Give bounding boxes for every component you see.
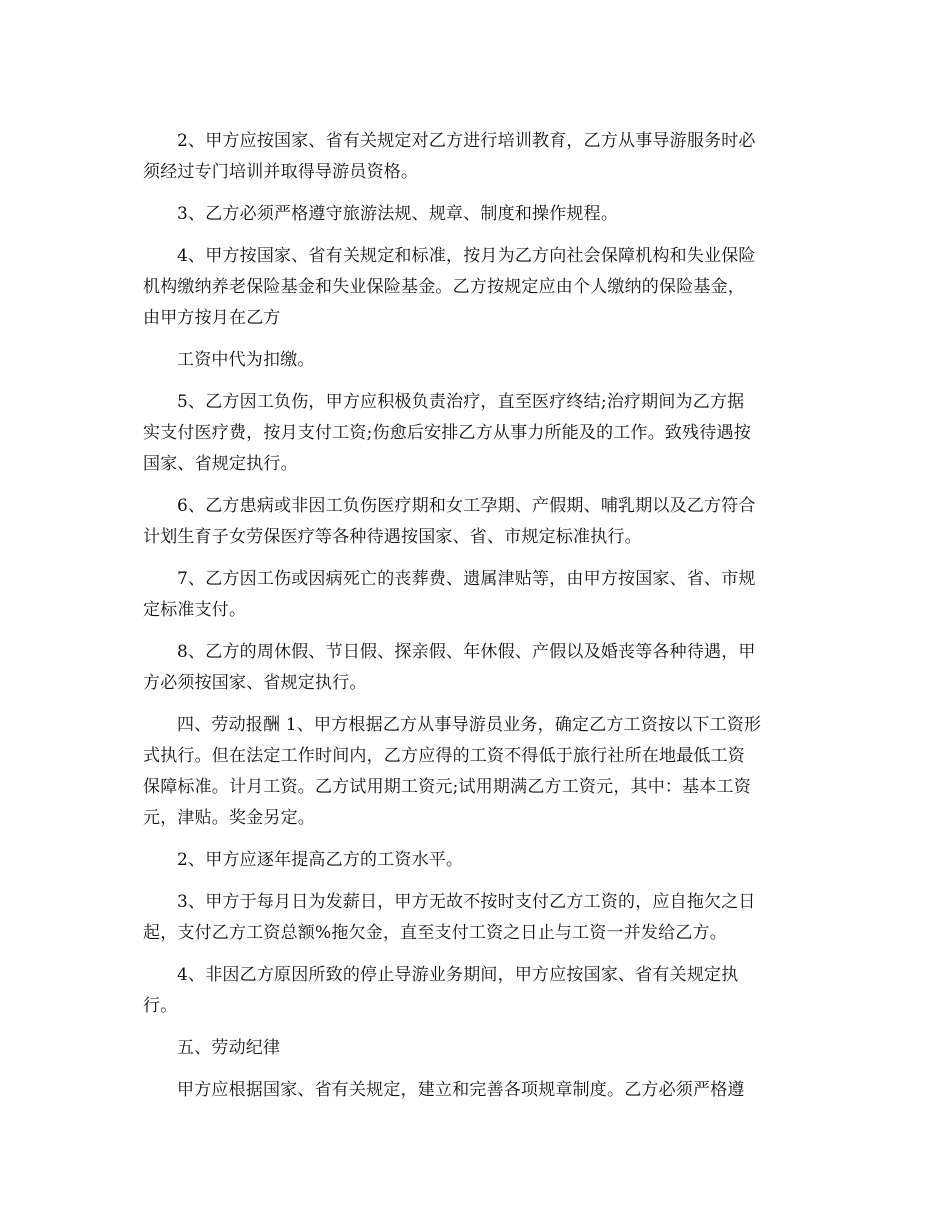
text-line: 元，津贴。奖金另定。 [143, 808, 315, 828]
paragraph [143, 1075, 813, 1106]
paragraph [143, 637, 813, 699]
text-line: 定标准支付。 [143, 600, 247, 620]
text-line: 6、乙方患病或非因工负伤医疗期和女工孕期、产假期、哺乳期以及乙方符合 [177, 496, 756, 516]
text-line: 五、劳动纪律 [177, 1038, 281, 1058]
text-line: 甲方应根据国家、省有关规定，建立和完善各项规章制度。乙方必须严格遵 [177, 1080, 745, 1100]
paragraph [143, 491, 813, 553]
text-line: 起，支付乙方工资总额%拖欠金，直至支付工资之日止与工资一并发给乙方。 [143, 923, 727, 943]
text-line: 式执行。但在法定工作时间内，乙方应得的工资不得低于旅行社所在地最低工资 [143, 746, 745, 766]
text-line: 行。 [143, 996, 178, 1016]
paragraph [143, 199, 813, 230]
paragraph [143, 710, 813, 834]
text-line: 实支付医疗费，按月支付工资;伤愈后安排乙方从事力所能及的工作。致残待遇按 [143, 423, 751, 443]
text-line: 2、甲方应按国家、省有关规定对乙方进行培训教育，乙方从事导游服务时必 [177, 131, 756, 151]
paragraph [143, 126, 813, 188]
text-line: 7、乙方因工伤或因病死亡的丧葬费、遗属津贴等，由甲方按国家、省、市规 [177, 569, 756, 589]
document-body [143, 126, 813, 1117]
paragraph [143, 845, 813, 876]
text-line: 由甲方按月在乙方 [143, 308, 281, 328]
text-line: 须经过专门培训并取得导游员资格。 [143, 162, 419, 182]
text-line: 3、甲方于每月日为发薪日，甲方无故不按时支付乙方工资的，应自拖欠之日 [177, 892, 756, 912]
text-line: 4、非因乙方原因所致的停止导游业务期间，甲方应按国家、省有关规定执 [177, 965, 739, 985]
text-line: 国家、省规定执行。 [143, 454, 298, 474]
paragraph [143, 564, 813, 626]
text-line: 3、乙方必须严格遵守旅游法规、规章、制度和操作规程。 [177, 204, 619, 224]
paragraph [143, 241, 813, 334]
paragraph [143, 1033, 813, 1064]
text-line: 2、甲方应逐年提高乙方的工资水平。 [177, 850, 464, 870]
text-line: 方必须按国家、省规定执行。 [143, 673, 367, 693]
text-line: 4、甲方按国家、省有关规定和标准，按月为乙方向社会保障机构和失业保险 [177, 246, 756, 266]
paragraph [143, 887, 813, 949]
text-line: 5、乙方因工负伤，甲方应积极负责治疗，直至医疗终结;治疗期间为乙方据 [177, 392, 745, 412]
text-line: 机构缴纳养老保险基金和失业保险基金。乙方按规定应由个人缴纳的保险基金， [143, 277, 745, 297]
text-line: 工资中代为扣缴。 [177, 350, 315, 370]
text-line: 保障标准。计月工资。乙方试用期工资元;试用期满乙方工资元，其中：基本工资 [143, 777, 751, 797]
paragraph [143, 345, 813, 376]
paragraph [143, 960, 813, 1022]
text-line: 计划生育子女劳保医疗等各种待遇按国家、省、市规定标准执行。 [143, 527, 642, 547]
paragraph [143, 387, 813, 480]
text-line: 四、劳动报酬 1、甲方根据乙方从事导游员业务，确定乙方工资按以下工资形 [177, 715, 762, 735]
text-line: 8、乙方的周休假、节日假、探亲假、年休假、产假以及婚丧等各种待遇，甲 [177, 642, 756, 662]
